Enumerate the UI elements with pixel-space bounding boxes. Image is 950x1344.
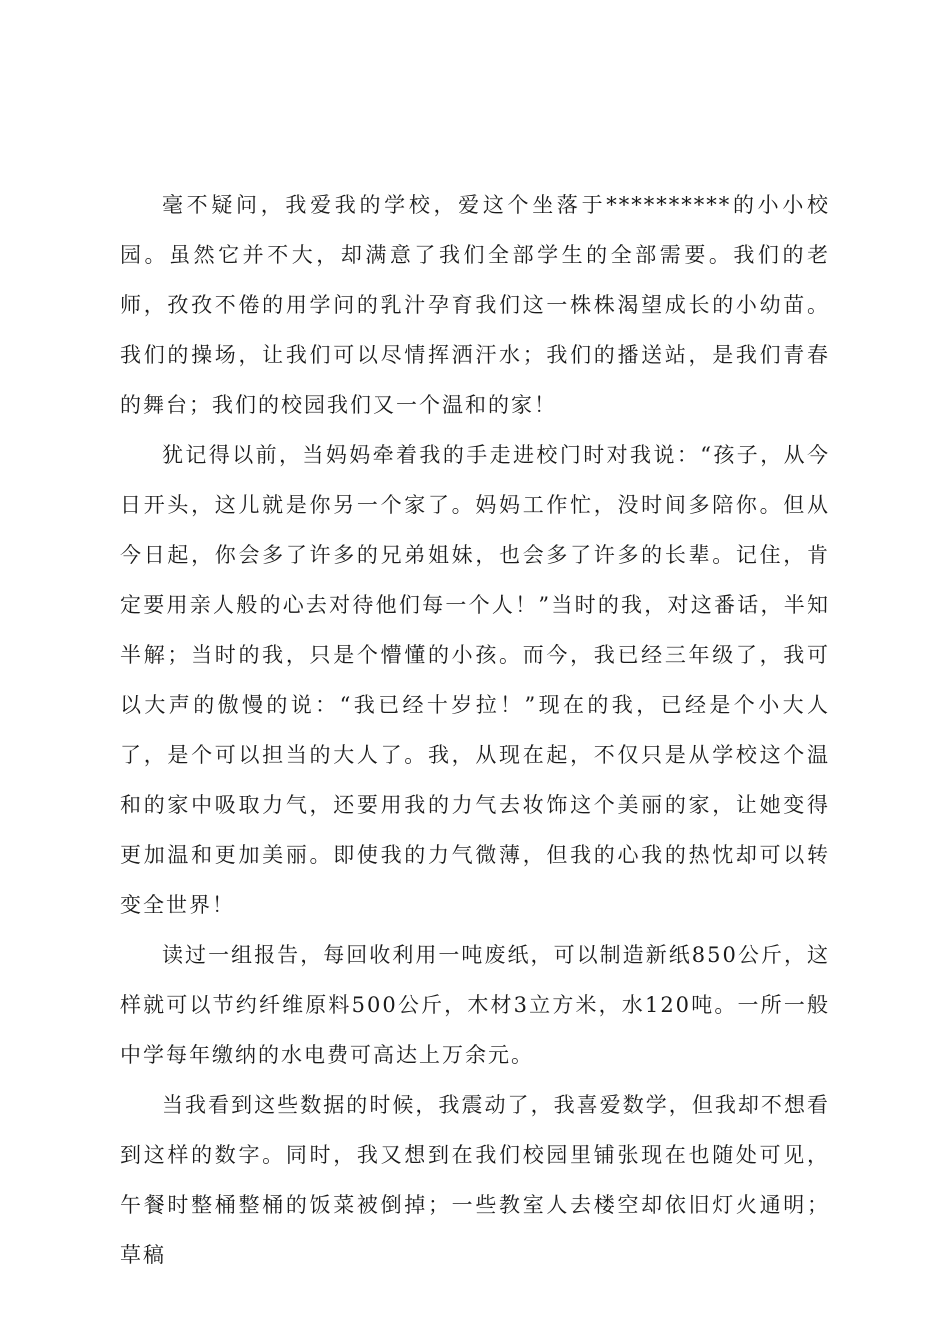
paragraph-1: 毫不疑问，我爱我的学校，爱这个坐落于**********的小小校园。虽然它并不大，却满意了我们全部学生的全部需要。我们的老师，孜孜不倦的用学问的乳汁孕育我们这一株株渴望成长的小幼苗。我们的操场，让我们可以尽情挥洒汗水；我们的播送站，是我们青春的舞台；我们的校园我们又一个温和的家！ xyxy=(120,193,830,417)
document-body xyxy=(120,180,830,1280)
paragraph-3: 读过一组报告，每回收利用一吨废纸，可以制造新纸850公斤，这样就可以节约纤维原料500公斤，木材3立方米，水120吨。一所一般中学每年缴纳的水电费可高达上万余元。 xyxy=(120,943,830,1067)
paragraph-2: 犹记得以前，当妈妈牵着我的手走进校门时对我说：“孩子，从今日开头，这儿就是你另一个家了。妈妈工作忙，没时间多陪你。但从今日起，你会多了许多的兄弟姐妹，也会多了许多的长辈。记住，肯定要用亲人般的心去对待他们每一个人！”当时的我，对这番话，半知半解；当时的我，只是个懵懂的小孩。而今，我已经三年级了，我可以大声的傲慢的说：“我已经十岁拉！”现在的我，已经是个小大人了，是个可以担当的大人了。我，从现在起，不仅只是从学校这个温和的家中吸取力气，还要用我的力气去妆饰这个美丽的家，让她变得更加温和更加美丽。即使我的力气微薄，但我的心我的热忱却可以转变全世界！ xyxy=(120,443,830,917)
paragraph-4: 当我看到这些数据的时候，我震动了，我喜爱数学，但我却不想看到这样的数字。同时，我又想到在我们校园里铺张现在也随处可见，午餐时整桶整桶的饭菜被倒掉；一些教室人去楼空却依旧灯火通明；草稿 xyxy=(120,1093,830,1267)
